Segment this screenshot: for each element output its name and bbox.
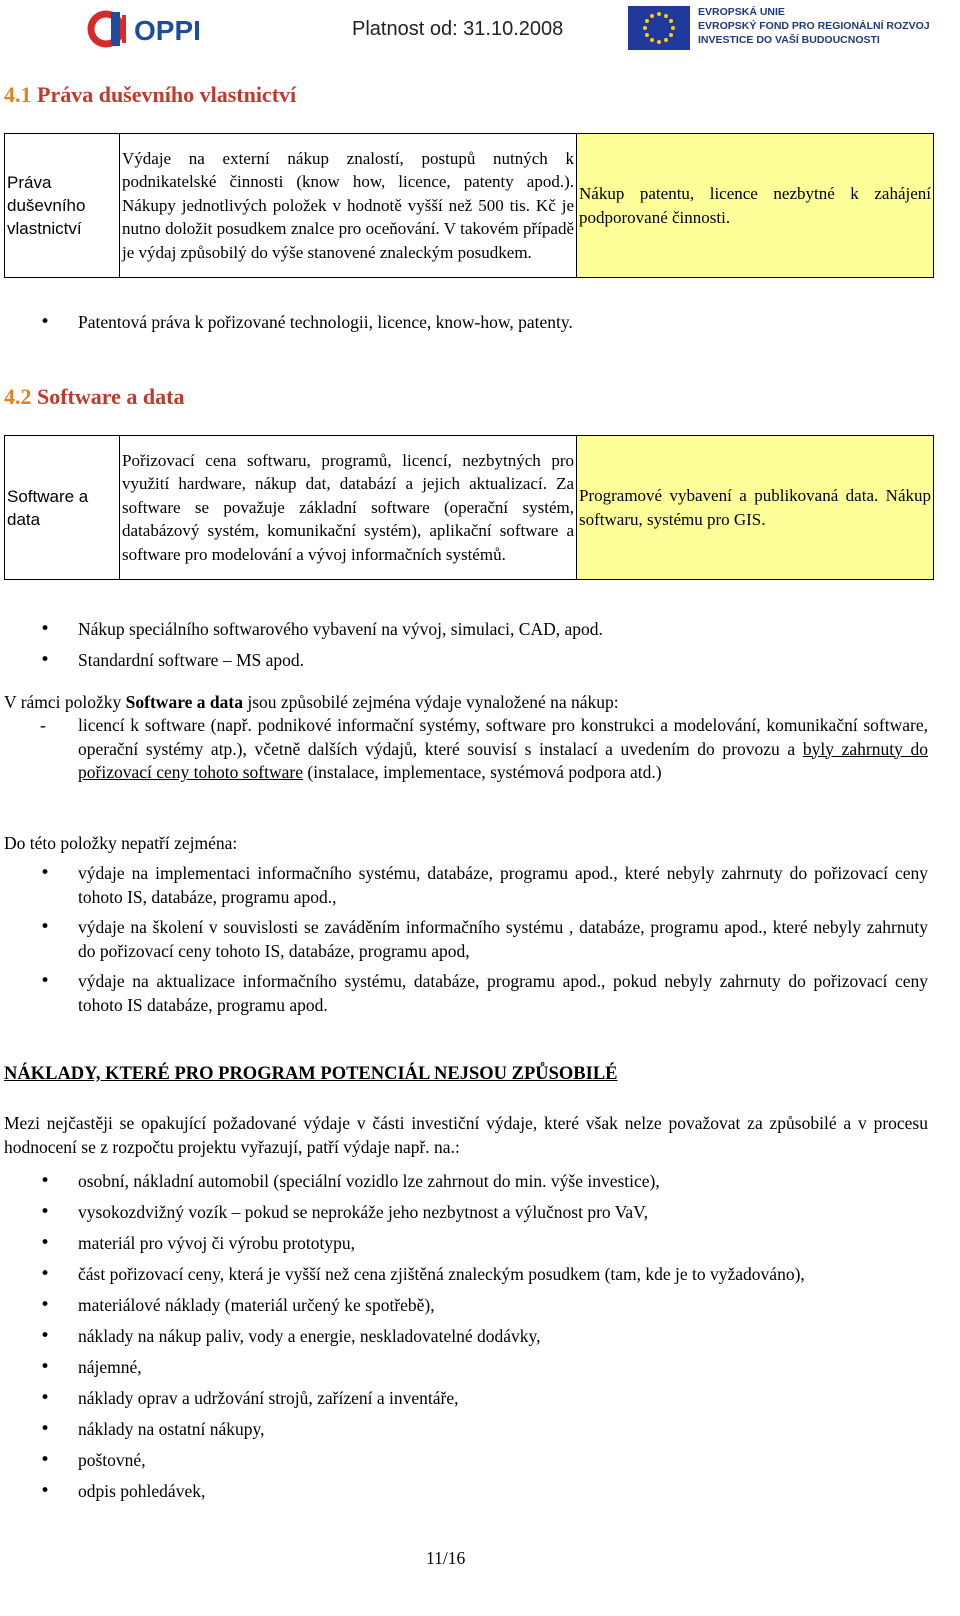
section-heading (4, 384, 184, 410)
dash-text: (instalace, implementace, systémová podpora atd.) (303, 762, 662, 782)
oppi-logo (86, 6, 226, 52)
dash-text: licencí k software (např. podnikové informační systémy, software pro konstrukci a modelování, komunikační software, operační systémy atp.), včetně dalších výdajů, které souvisí s instalací a uvedením do provozu a (78, 715, 928, 759)
section-title: Software a data (37, 384, 185, 409)
eu-fund-text (698, 5, 930, 47)
dash-list-item (4, 714, 928, 785)
table-note: Nákup patentu, licence nezbytné k zahájení podporované činnosti. (577, 134, 934, 278)
intro-text: jsou způsobilé zejména výdaje vynaložené na nákup: (242, 692, 619, 712)
list-item: • výdaje na aktualizace informačního systému, databáze, programu apod., pokud nebyly zahrnuty do pořizovací ceny tohoto IS databáze, programu apod. (0, 970, 928, 1017)
table-label: Software a data (5, 436, 120, 580)
list-item: • nájemné, (0, 1352, 928, 1383)
dash-underlined: byly zahrnuty do pořizovací ceny tohoto software (78, 738, 928, 782)
list-item: • poštovné, (0, 1445, 928, 1476)
list-item: • náklady oprav a udržování strojů, zařízení a inventáře, (0, 1383, 928, 1414)
dash-mark: - (40, 715, 46, 735)
list-item: • Patentová práva k pořizované technologii, licence, know-how, patenty. (0, 312, 928, 333)
table-note: Programové vybavení a publikovaná data. Nákup softwaru, systému pro GIS. (577, 436, 934, 580)
page-number: 11/16 (426, 1548, 466, 1568)
section-number: 4.2 (4, 384, 32, 409)
list-item: • náklady na ostatní nákupy, (0, 1414, 928, 1445)
table-label: Práva duševního vlastnictví (5, 134, 120, 278)
bullet-list (0, 312, 928, 333)
list-item: • Nákup speciálního softwarového vybavení na vývoj, simulaci, CAD, apod. (0, 614, 928, 645)
bullet-list (0, 1166, 928, 1507)
paragraph: Mezi nejčastěji se opakující požadované výdaje v části investiční výdaje, které však nelze považovat za způsobilé a v procesu hodnocení se z rozpočtu projektu vyřazují, patří výdaje např. na.: (4, 1113, 928, 1157)
list-item: • odpis pohledávek, (0, 1476, 928, 1507)
eu-flag-icon (628, 6, 690, 50)
intro-text: V rámci položky (4, 692, 126, 712)
oppi-logo-text: OPPI (134, 15, 201, 46)
eu-line: INVESTICE DO VAŠÍ BUDOUCNOSTI (698, 34, 880, 46)
section-number: 4.1 (4, 82, 32, 107)
table-description: Výdaje na externí nákup znalostí, postupů nutných k podnikatelské činnosti (know how, licence, patenty apod.). Nákupy jednotlivých položek v hodnotě vyšší než 500 tis. Kč je nutno doložit posudkem znalce pro oceňování. V takovém případě je výdaj způsobilý do výše stanovené znaleckým posudkem. (120, 134, 577, 278)
bullet-list (0, 614, 928, 676)
list-item: • materiál pro vývoj či výrobu prototypu, (0, 1228, 928, 1259)
validity-date: Platnost od: 31.10.2008 (352, 18, 564, 40)
list-item: • část pořizovací ceny, která je vyšší než cena zjištěná znaleckým posudkem (tam, kde je to vyžadováno), (0, 1259, 928, 1290)
section-heading (4, 82, 296, 108)
list-item: • osobní, nákladní automobil (speciální vozidlo lze zahrnout do min. výše investice), (0, 1166, 928, 1197)
costs-heading: NÁKLADY, KTERÉ PRO PROGRAM POTENCIÁL NEJSOU ZPŮSOBILÉ (4, 1064, 618, 1084)
paragraph: Do této položky nepatří zejména: (4, 833, 238, 853)
section-title: Práva duševního vlastnictví (37, 82, 297, 107)
list-item: • náklady na nákup paliv, vody a energie, neskladovatelné dodávky, (0, 1321, 928, 1352)
eu-line: EVROPSKÝ FOND PRO REGIONÁLNÍ ROZVOJ (698, 20, 930, 32)
list-item: • materiálové náklady (materiál určený ke spotřebě), (0, 1290, 928, 1321)
list-item: • výdaje na implementaci informačního systému, databáze, programu apod., které nebyly zahrnuty do pořizovací ceny tohoto IS, databáze, programu apod., (0, 862, 928, 909)
list-item: • vysokozdvižný vozík – pokud se neprokáže jeho nezbytnost a výlučnost pro VaV, (0, 1197, 928, 1228)
paragraph (4, 691, 928, 715)
bullet-list (0, 862, 928, 1017)
eligibility-table (4, 435, 934, 580)
eligibility-table (4, 133, 934, 278)
list-item: • výdaje na školení v souvislosti se zaváděním informačního systému , databáze, programu apod., které nebyly zahrnuty do pořizovací ceny tohoto IS, databáze, programu apod, (0, 916, 928, 963)
list-item: • Standardní software – MS apod. (0, 645, 928, 676)
table-description: Pořizovací cena softwaru, programů, licencí, nezbytných pro využití hardware, nákup dat, databází a jejich aktualizací. Za software se považuje základní software (operační systém, databázový systém, komunikační systém), aplikační software a software pro modelování a vývoj informačních systémů. (120, 436, 577, 580)
intro-bold: Software a data (125, 692, 243, 712)
eu-line: EVROPSKÁ UNIE (698, 6, 785, 18)
